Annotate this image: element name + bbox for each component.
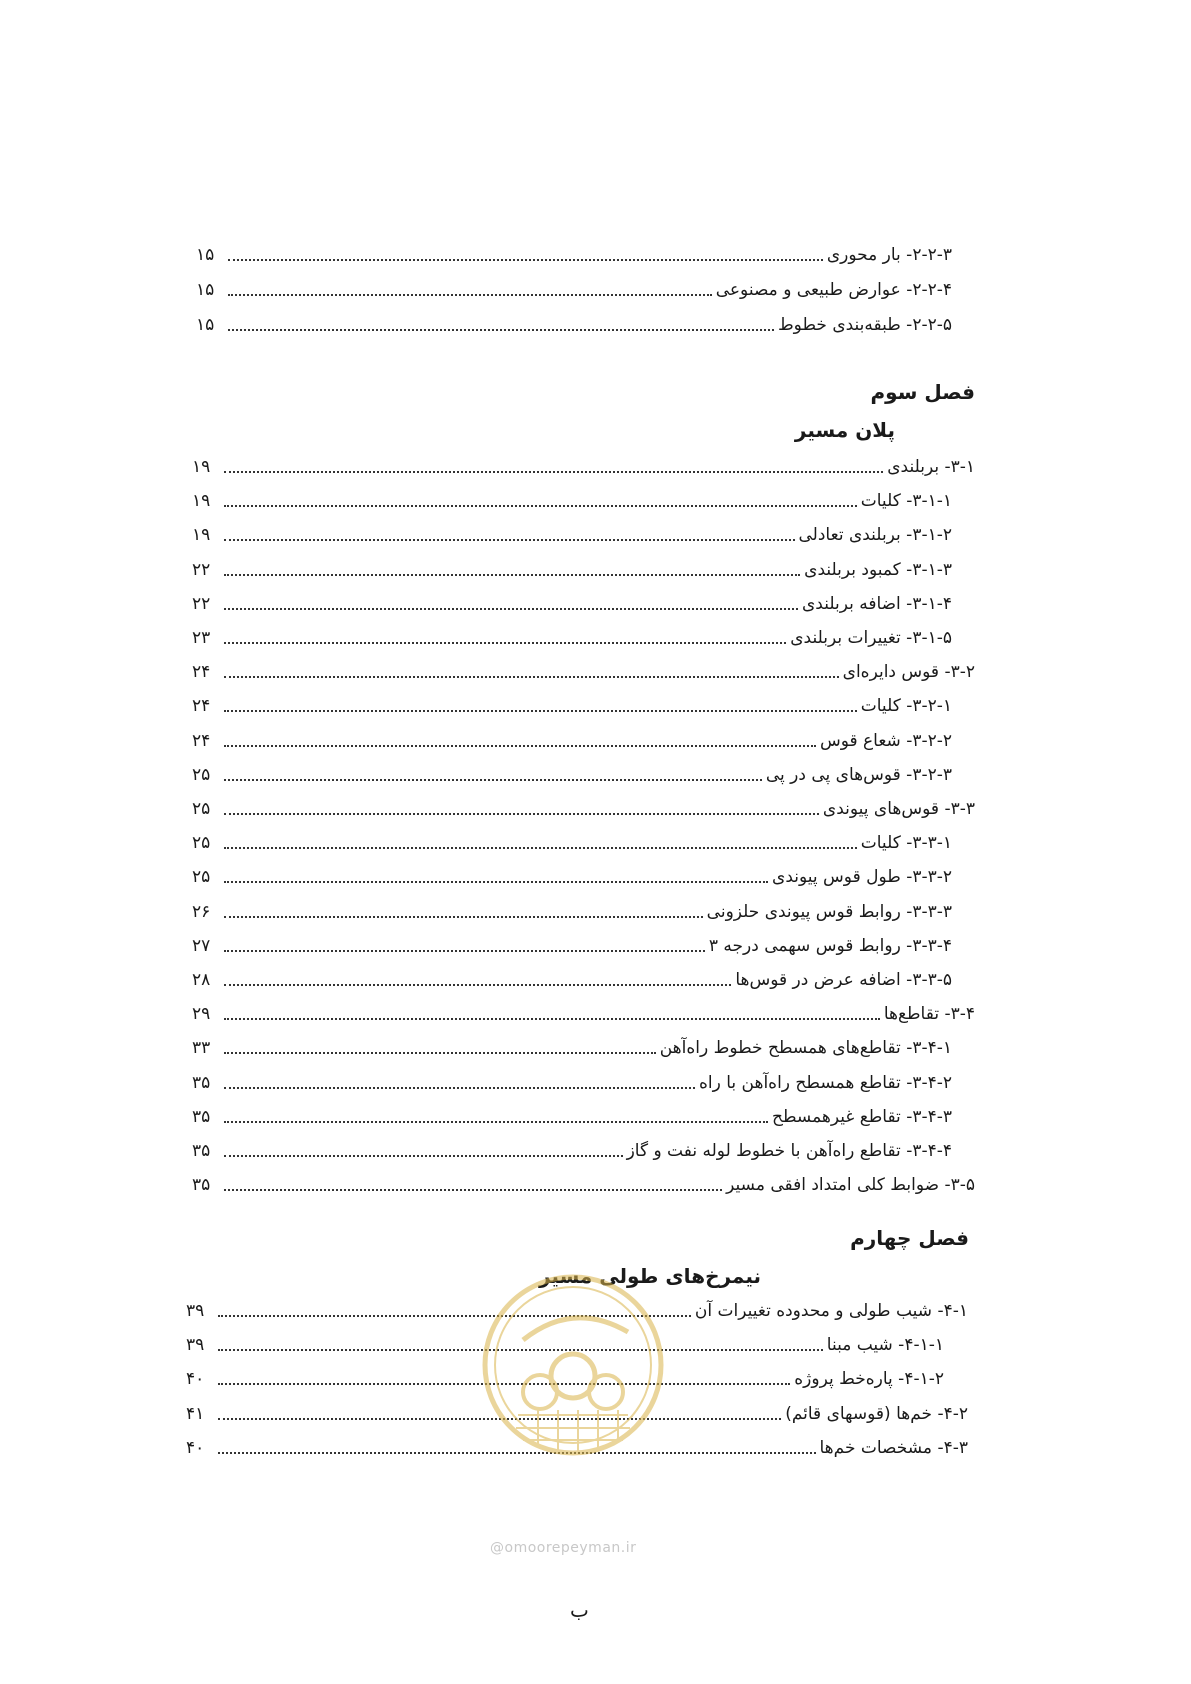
chapter-title: پلان مسیر [794,418,895,442]
toc-entry-title: ۳-۴-۴- تقاطع راه‌آهن با خطوط لوله نفت و گاز [626,1141,952,1161]
toc-entry-title: ۳-۱-۳- کمبود بربلندی [804,559,952,580]
toc-entry-title: ۴-۱- شیب طولی و محدوده تغییرات آن [694,1301,968,1321]
toc-entry [192,961,952,991]
toc-entry-page: ۳۹ [186,1301,205,1321]
toc-entry-page: ۴۰ [186,1369,205,1390]
toc-entry-title: ۳-۲-۲- شعاع قوس [819,730,952,751]
toc-leader-dots [224,779,762,781]
toc-entry-page: ۱۹ [192,525,211,546]
toc-entry-title: ۲-۲-۳- بار محوری [826,245,952,265]
toc-entry [192,722,952,752]
toc-entry-title: ۴-۱-۱- شیب مبنا [826,1335,944,1356]
toc-entry-page: ۲۵ [192,833,211,854]
toc-entry [192,585,952,615]
toc-leader-dots [224,505,857,507]
toc-entry-title: ۳-۱-۱- کلیات [860,491,952,512]
toc-entry-title: ۳-۳-۲- طول قوس پیوندی [772,867,952,888]
toc-entry-page: ۱۵ [196,245,215,265]
toc-entry-page: ۲۶ [192,901,211,922]
toc-entry-page: ۱۹ [192,457,211,477]
toc-leader-dots [224,608,798,610]
toc-entry-page: ۳۵ [192,1106,211,1127]
toc-entry [192,790,975,820]
toc-leader-dots [224,1189,722,1191]
toc-entry [192,1166,975,1196]
toc-entry-title: ۳-۲-۳- قوس‌های پی در پی [765,764,952,785]
watermark-url: @omoorepeyman.ir [490,1540,637,1556]
toc-entry [192,893,952,923]
toc-leader-dots [228,329,774,331]
toc-leader-dots [224,676,839,678]
toc-leader-dots [224,1087,695,1089]
toc-entry [192,824,952,854]
toc-entry-page: ۲۹ [192,1004,211,1025]
toc-entry [192,687,952,717]
toc-entry-title: ۴-۲- خم‌ها (قوسهای قائم) [785,1403,968,1424]
toc-leader-dots [224,1121,768,1123]
toc-leader-dots [224,539,795,541]
toc-entry-page: ۴۰ [186,1437,205,1458]
toc-entry-title: ۳-۱-۲- بربلندی تعادلی [798,525,952,546]
toc-entry [192,619,952,649]
toc-entry [192,1098,952,1128]
toc-entry-title: ۳-۳- قوس‌های پیوندی [822,799,975,819]
toc-entry-title: ۳-۱-۴- اضافه بربلندی [801,593,952,614]
toc-entry-page: ۲۲ [192,559,211,580]
toc-leader-dots [224,847,857,849]
toc-entry-page: ۲۴ [192,696,211,717]
toc-entry-page: ۲۳ [192,628,211,648]
toc-entry-page: ۴۱ [186,1403,205,1424]
toc-entry-title: ۴-۳- مشخصات خم‌ها [819,1437,968,1458]
toc-entry [196,236,952,266]
watermark-logo-icon [478,1270,668,1460]
toc-leader-dots [228,294,712,296]
toc-entry-page: ۲۷ [192,935,211,956]
toc-entry-title: ۳-۲-۱- کلیات [860,696,952,717]
toc-entry-title: ۳-۱-۵- تغییرات بربلندی [790,628,952,648]
toc-entry [192,995,975,1025]
toc-entry [192,756,952,786]
toc-entry-page: ۳۵ [192,1072,211,1093]
toc-entry [192,482,952,512]
toc-entry [192,551,952,581]
toc-entry-page: ۲۲ [192,593,211,614]
toc-leader-dots [224,950,705,952]
toc-leader-dots [224,642,786,644]
toc-leader-dots [224,1052,656,1054]
toc-entry-title: ۳-۴-۳- تقاطع غیرهمسطح [772,1106,952,1127]
chapter-label: فصل سوم [870,380,975,404]
toc-entry [192,858,952,888]
toc-leader-dots [224,916,703,918]
toc-entry [192,516,952,546]
toc-leader-dots [224,471,883,473]
toc-leader-dots [224,984,731,986]
toc-entry-title: ۳-۲- قوس دایره‌ای [842,662,975,683]
toc-leader-dots [224,881,768,883]
toc-entry-title: ۳-۳-۱- کلیات [860,833,952,854]
toc-entry-title: ۳-۳-۳- روابط قوس پیوندی حلزونی [706,901,952,922]
toc-entry [192,653,975,683]
toc-entry-page: ۳۹ [186,1335,205,1356]
toc-leader-dots [224,1155,623,1157]
toc-leader-dots [228,259,823,261]
toc-entry [192,1029,952,1059]
toc-entry-page: ۱۵ [196,280,215,300]
toc-entry [196,271,952,301]
chapter-label: فصل چهارم [850,1226,969,1250]
toc-entry-title: ۳-۳-۴- روابط قوس سهمی درجه ۳ [708,935,952,956]
toc-leader-dots [224,574,800,576]
toc-entry-page: ۲۵ [192,764,211,785]
page-number: ب [570,1598,589,1622]
toc-entry [192,1064,952,1094]
toc-entry-page: ۳۳ [192,1038,211,1059]
toc-entry-page: ۳۵ [192,1175,211,1196]
toc-entry-page: ۲۵ [192,799,211,819]
toc-entry-page: ۲۸ [192,970,211,990]
toc-entry-title: ۲-۲-۵- طبقه‌بندی خطوط [777,315,952,335]
toc-leader-dots [224,1018,880,1020]
toc-entry-page: ۳۵ [192,1141,211,1161]
toc-entry-title: ۳-۴-۱- تقاطع‌های همسطح خطوط راه‌آهن [659,1038,952,1059]
toc-entry-title: ۴-۱-۲- پاره‌خط پروژه [794,1369,944,1390]
toc-entry [192,448,975,478]
toc-entry [192,927,952,957]
toc-entry [196,306,952,336]
toc-entry-title: ۳-۵- ضوابط کلی امتداد افقی مسیر [726,1175,975,1196]
toc-leader-dots [224,813,819,815]
toc-entry-page: ۱۹ [192,491,211,512]
toc-leader-dots [224,745,816,747]
toc-entry-title: ۳-۳-۵- اضافه عرض در قوس‌ها [735,970,952,990]
toc-entry-page: ۲۵ [192,867,211,888]
toc-entry-title: ۳-۴- تقاطع‌ها [883,1004,975,1025]
toc-entry-title: ۳-۱- بربلندی [887,457,975,477]
toc-entry-page: ۱۵ [196,315,215,335]
toc-entry-page: ۲۴ [192,662,211,683]
toc-entry [192,1132,952,1162]
toc-entry-page: ۲۴ [192,730,211,751]
toc-entry-title: ۲-۲-۴- عوارض طبیعی و مصنوعی [715,280,952,300]
toc-leader-dots [224,710,857,712]
chapter-title: نیمرخ‌های طولی مسیر [538,1264,761,1288]
toc-entry-title: ۳-۴-۲- تقاطع همسطح راه‌آهن با راه [698,1072,952,1093]
